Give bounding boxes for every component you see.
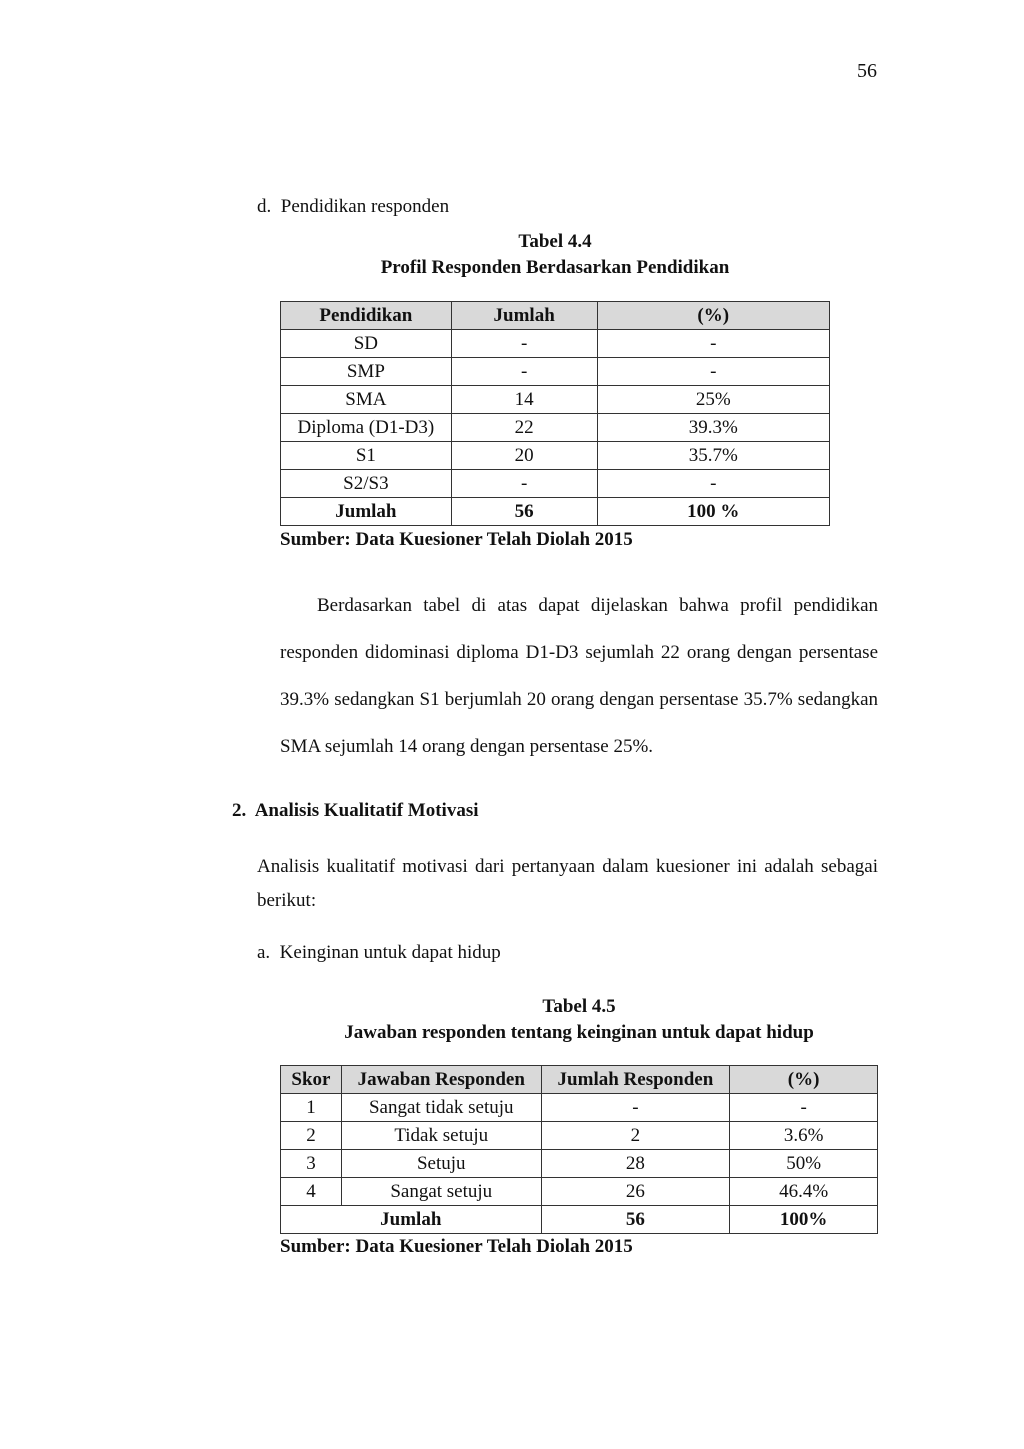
table2-caption-number: Tabel 4.5 [542, 996, 616, 1017]
table-cell: 3 [281, 1150, 342, 1178]
table-cell: - [451, 330, 597, 358]
table-cell: 28 [541, 1150, 730, 1178]
table-cell: SMP [281, 358, 452, 386]
table-row [281, 1178, 878, 1206]
table-cell: S2/S3 [281, 470, 452, 498]
table-cell: 100% [730, 1206, 878, 1234]
table-cell: S1 [281, 442, 452, 470]
table-header-row [281, 1066, 878, 1094]
table-cell: 1 [281, 1094, 342, 1122]
table-row [281, 1150, 878, 1178]
column-header: Jumlah Responden [541, 1066, 730, 1094]
column-header: Jawaban Responden [341, 1066, 541, 1094]
table-row [281, 330, 830, 358]
table-cell: 20 [451, 442, 597, 470]
table-cell: - [541, 1094, 730, 1122]
page-number: 56 [857, 60, 877, 82]
table-row [281, 358, 830, 386]
table-cell: SD [281, 330, 452, 358]
education-table [280, 301, 830, 526]
table-row [281, 1122, 878, 1150]
body-paragraph: Analisis kualitatif motivasi dari pertanyaan dalam kuesioner ini adalah sebagai berikut: [257, 856, 878, 911]
column-header: Skor [281, 1066, 342, 1094]
table-row [281, 442, 830, 470]
table-cell: 2 [281, 1122, 342, 1150]
table-cell: - [730, 1094, 878, 1122]
table2-source: Sumber: Data Kuesioner Telah Diolah 2015 [280, 1236, 633, 1257]
table-cell: Tidak setuju [341, 1122, 541, 1150]
table-cell: 56 [541, 1206, 730, 1234]
table-cell: 56 [451, 498, 597, 526]
table-cell: 39.3% [597, 414, 829, 442]
table-row [281, 386, 830, 414]
table-cell: - [597, 470, 829, 498]
column-header: (%) [730, 1066, 878, 1094]
table1-caption [280, 229, 830, 281]
table-cell: 46.4% [730, 1178, 878, 1206]
table-cell: 25% [597, 386, 829, 414]
table-cell: - [597, 330, 829, 358]
table-cell: - [597, 358, 829, 386]
section-heading: 2. Analisis Kualitatif Motivasi [232, 800, 479, 821]
sub-heading-pendidikan: d. Pendidikan responden [257, 196, 450, 217]
table-cell: Jumlah [281, 498, 452, 526]
table-cell: Jumlah [281, 1206, 542, 1234]
column-header: Jumlah [451, 302, 597, 330]
table-row [281, 470, 830, 498]
table-total-row [281, 498, 830, 526]
table-cell: 14 [451, 386, 597, 414]
table-cell: 2 [541, 1122, 730, 1150]
table1-source: Sumber: Data Kuesioner Telah Diolah 2015 [280, 529, 633, 550]
sub-heading-keinginan: a. Keinginan untuk dapat hidup [257, 942, 501, 963]
table-cell: Setuju [341, 1150, 541, 1178]
table-row [281, 1094, 878, 1122]
table-total-row [281, 1206, 878, 1234]
table-cell: Sangat tidak setuju [341, 1094, 541, 1122]
table-cell: 22 [451, 414, 597, 442]
table2-caption [280, 994, 878, 1046]
table-header-row [281, 302, 830, 330]
table-cell: Sangat setuju [341, 1178, 541, 1206]
table1-caption-number: Tabel 4.4 [518, 231, 592, 252]
body-paragraph: Berdasarkan tabel di atas dapat dijelaskan bahwa profil pendidikan responden didominasi diploma D1-D3 sejumlah 22 orang dengan persentase 39.3% sedangkan S1 berjumlah 20 orang dengan persentase 35.7% sedangkan SMA sejumlah 14 orang dengan persentase 25%. [280, 595, 878, 757]
table-cell: 50% [730, 1150, 878, 1178]
table-cell: 26 [541, 1178, 730, 1206]
table-cell: Diploma (D1-D3) [281, 414, 452, 442]
table-cell: 100 % [597, 498, 829, 526]
column-header: Pendidikan [281, 302, 452, 330]
table-cell: - [451, 358, 597, 386]
column-header: (%) [597, 302, 829, 330]
table-cell: SMA [281, 386, 452, 414]
table-cell: 3.6% [730, 1122, 878, 1150]
table-cell: 4 [281, 1178, 342, 1206]
table-cell: 35.7% [597, 442, 829, 470]
response-table [280, 1065, 878, 1234]
table-cell: - [451, 470, 597, 498]
table-row [281, 414, 830, 442]
table1-caption-title: Profil Responden Berdasarkan Pendidikan [380, 257, 730, 278]
table2-caption-title: Jawaban responden tentang keinginan untuk dapat hidup [344, 1022, 814, 1043]
